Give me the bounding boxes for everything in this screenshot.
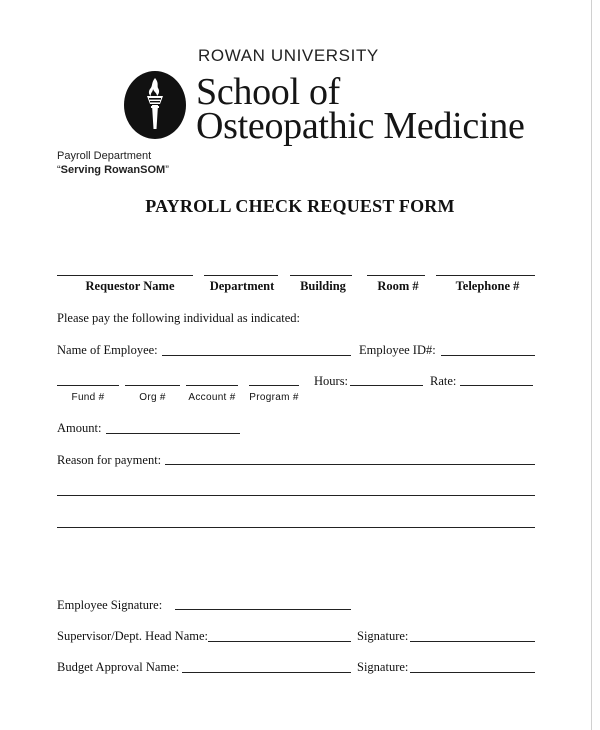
org-field[interactable] xyxy=(125,385,180,386)
department-line[interactable] xyxy=(204,275,278,276)
employee-signature-label: Employee Signature: xyxy=(57,598,163,612)
department-name: Payroll Department xyxy=(57,150,152,162)
amount-field[interactable] xyxy=(106,433,240,434)
building-header: Building xyxy=(300,279,346,293)
supervisor-name-label: Supervisor/Dept. Head Name: xyxy=(57,629,209,643)
employee-name-label: Name of Employee: xyxy=(57,343,158,357)
account-label: Account # xyxy=(188,392,236,403)
rate-label: Rate: xyxy=(430,374,457,388)
form-title: PAYROLL CHECK REQUEST FORM xyxy=(145,196,455,216)
account-field[interactable] xyxy=(186,385,238,386)
telephone-line[interactable] xyxy=(436,275,535,276)
department-header: Department xyxy=(209,279,275,293)
department-motto xyxy=(57,164,169,176)
hours-field[interactable] xyxy=(350,385,423,386)
motto-text: Serving RowanSOM xyxy=(60,164,166,176)
reason-field-line2[interactable] xyxy=(57,495,535,496)
motto-open-quote: “ xyxy=(57,164,61,176)
amount-label: Amount: xyxy=(57,421,102,435)
org-label: Org # xyxy=(139,392,166,403)
employee-signature-field[interactable] xyxy=(175,609,351,610)
school-name-line2: Osteopathic Medicine xyxy=(196,105,525,147)
room-header: Room # xyxy=(377,279,419,293)
program-field[interactable] xyxy=(249,385,299,386)
reason-field-line3[interactable] xyxy=(57,527,535,528)
fund-label: Fund # xyxy=(71,392,105,403)
budget-approval-field[interactable] xyxy=(182,672,351,673)
instruction-text: Please pay the following individual as indicated: xyxy=(57,311,300,325)
budget-signature-label: Signature: xyxy=(357,660,409,674)
employee-name-field[interactable] xyxy=(162,355,351,356)
room-line[interactable] xyxy=(367,275,425,276)
torch-seal-icon xyxy=(124,71,186,139)
supervisor-name-field[interactable] xyxy=(208,641,351,642)
fund-field[interactable] xyxy=(57,385,119,386)
supervisor-signature-label: Signature: xyxy=(357,629,409,643)
employee-id-field[interactable] xyxy=(441,355,535,356)
requestor-name-line[interactable] xyxy=(57,275,193,276)
requestor-name-header: Requestor Name xyxy=(85,279,175,293)
school-name-line1: School of xyxy=(196,71,341,113)
telephone-header: Telephone # xyxy=(455,279,520,293)
rate-field[interactable] xyxy=(460,385,533,386)
building-line[interactable] xyxy=(290,275,352,276)
program-label: Program # xyxy=(249,392,299,403)
budget-signature-field[interactable] xyxy=(410,672,535,673)
reason-label: Reason for payment: xyxy=(57,453,162,467)
employee-id-label: Employee ID#: xyxy=(359,343,436,357)
motto-close-quote: ” xyxy=(165,164,169,176)
budget-approval-label: Budget Approval Name: xyxy=(57,660,180,674)
supervisor-signature-field[interactable] xyxy=(410,641,535,642)
hours-label: Hours: xyxy=(314,374,349,388)
university-name: ROWAN UNIVERSITY xyxy=(198,46,379,65)
reason-field-line1[interactable] xyxy=(165,464,535,465)
